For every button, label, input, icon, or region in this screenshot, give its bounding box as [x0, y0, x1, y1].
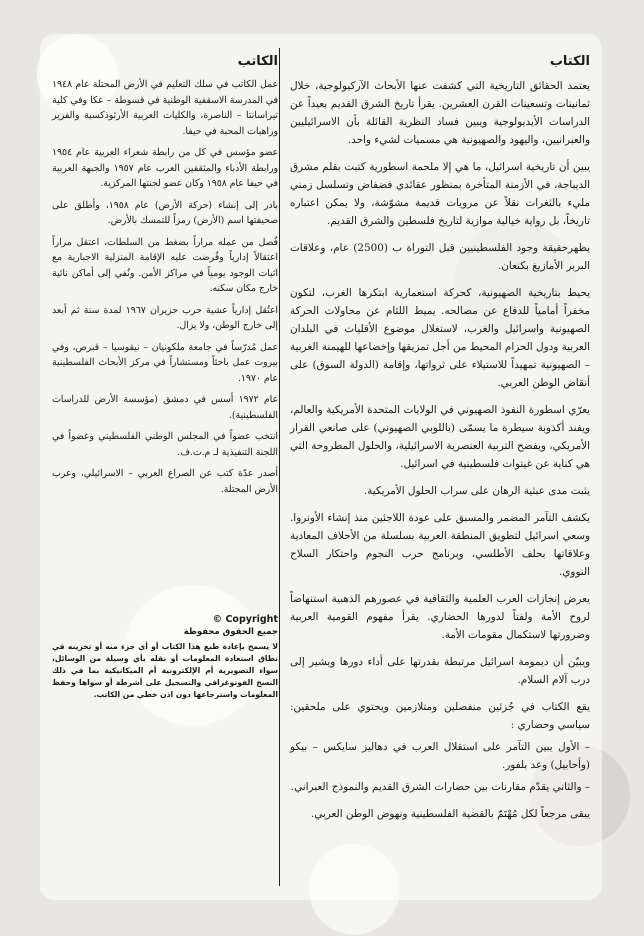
author-paragraph: عام ١٩٧٢ أسس في دمشق (مؤسسة الأرض للدراسات الفلسطينية).: [52, 394, 278, 421]
book-paragraph: يعتمد الحقائق التاريخية التي كشفت عنها الأبحاث الآركيولوجية، خلال ثمانينات وتسعينات القرن العشرين. يقرأ تاريخ الشرق القديم بعيداً عن الدراسات الأيديولوجية ويبين فساد النظرية القائلة بأن الاسرائيليين والعبرانيين، واليهود والصهيونية هي مسميات لشيء واحد.: [290, 80, 590, 146]
author-paragraph: عمل مُدرّساً في جامعة ملكونيان – نيقوسيا – قبرص، وفي بيروت عمل باحثاً ومستشاراً في مركز الأبحاث الفلسطينية عام ١٩٧٠.: [52, 341, 278, 384]
rights-reserved: جميع الحقوق محفوظة: [183, 627, 278, 637]
author-heading: الكاتب: [237, 54, 278, 69]
author-column: [52, 34, 278, 503]
book-paragraph: ويبيّن أن ديمومة اسرائيل مرتبطة بقدرتها على أداء دورها ويشير إلى درب آلام السلام.: [290, 656, 590, 686]
author-paragraph: اعتُقل إدارياً عشية حرب حزيران ١٩٦٧ لمدة سنة ثم أبعد إلى خارج الوطن، ولا يزال.: [52, 304, 279, 331]
book-paragraph: يظهرحقيقة وجود الفلسطينيين قبل التوراة ب (2500) عام، وعلاقات البربر الأمازيغ بكنعان.: [290, 242, 590, 272]
author-paragraph: عضو مؤسس في كل من رابطة شعراء العربية عام ١٩٥٤ ورابطة الأدباء والمثقفين العرب عام ١٩٥٧ والجبهة العربية في حيفا عام ١٩٥٨ وكان عضو لجنتها المركزية.: [52, 147, 278, 189]
book-heading: الكتاب: [549, 54, 590, 69]
book-paragraph: يعرّي اسطورة النفوذ الصهيوني في الولايات المتحدة الأمريكية والعالم، ويفند أكذوبة سيطرة ما يسمّى (باللوبي الصهيوني) على صانعي القرار الأمريكي، ويفضح التربية العنصرية الاسرائيلية، والحلول المطروحة التي هي كناية عن غيتوات فلسطينية في اسرائيل.: [290, 404, 590, 470]
column-divider: [279, 48, 280, 886]
book-paragraph: يقع الكتاب في جُزئين منفصلين ومتلازمين ويحتوي على ملحقين: سياسي وحضاري :: [290, 701, 590, 731]
book-appendix-item: – الأول يبين التآمر على استقلال العرب في دهاليز سايكس – بيكو (وأحابيل) وعد بلفور.: [290, 741, 590, 771]
book-paragraph: يعرض إنجازات العرب العلمية والثقافية في عصورهم الذهبية استنهاضاً لروح الأمة ولفتاً لدورها الحضاري. يقرأ مفهوم القومية العربية وضرورتها لاستكمال مقومات الأمة.: [290, 593, 590, 641]
author-paragraph: بادر إلى إنشاء (حركة الأرض) عام ١٩٥٨، وأطلق على صحيفتها اسم (الأرض) رمزاً للتمسك بالأرض.: [52, 199, 278, 226]
copyright-block: [52, 614, 278, 701]
book-column: [290, 34, 590, 832]
copyright-mark: © Copyright: [212, 614, 278, 625]
book-paragraph: يثبت مدى عبثية الرهان على سراب الحلول الأمريكية.: [363, 485, 590, 497]
book-paragraph: يكشف التآمر المضمر والمسبق على عودة اللاجئين منذ إنشاء الأونروا. وسعي اسرائيل لتطويق المنطقة العربية بسلسلة من الأحلاف المعادية وعلاقاتها بحلف الأطلسي، وبرنامج حرب النجوم واحتكار السلاح النووي.: [290, 512, 590, 578]
author-paragraph: أصدر عدّة كتب عن الصراع العربي – الاسرائيلي، وعرب الأرض المحتلة.: [52, 468, 278, 495]
book-paragraph: يبين أن تاريخية اسرائيل، ما هي إلا ملحمة اسطورية كتبت بقلم مشرق الديباجة، في الأزمنة المتأخرة بمنظور عقائدي فضفاض وتسلسل زمني مليء بالثغرات نقلاً عن مرويات قديمة مشوّشة، ولا يمكن اعتباره تاريخاً، بل رواية خيالية موازية لتاريخ فلسطين والشرق القديم.: [290, 161, 590, 227]
author-paragraph: انتخب عضواً في المجلس الوطني الفلسطيني وعضواً في اللجنة التنفيذية لـ م.ت.ف.: [52, 431, 278, 458]
copyright-notice: لا يسمح بإعادة طبع هذا الكتاب أو أي جزء منه أو تخزينه في نطاق استعادة المعلومات أو نقله بأي وسيلة من الوسائل، سواء التصويرية أم الإلكترونية أم الميكانيكية بما في ذلك النسخ الفوتوغرافي والتسجيل على أشرطة أو سواها وحفظ المعلومات واسترجاعها دون اذن خطي من الكاتب.: [52, 642, 278, 699]
book-paragraph: يبقى مرجعاً لكل مُهْتَمّ بالقضية الفلسطينية ونهوض الوطن العربي.: [310, 808, 590, 820]
author-paragraph: عمل الكاتب في سلك التعليم في الأرض المحتلة عام ١٩٤٨ في المدرسة الاسقفية الوطنية في قسوطة – عكا وفي كلية تيراسانتا – الناصرة، والكليات العربية الأرثوذكسية والفرير وراهبات المحبة في حيفا.: [52, 79, 278, 137]
book-paragraph: يحيط بتاريخية الصهيونية، كحركة استعمارية ابتكرها الغرب، لتكون مخفراً أمامياً للدفاع عن مصالحه. يميط اللثام عن محاولات الحركة الصهيونية واسرائيل والغرب، لاستغلال موضوع الأقليات في البلدان العربية ودول الحزام المحيط من أجل تمزيقها وإخضاعها للهيمنة الغربية – الصهيونية تمهيداً للاستيلاء على ثرواتها، وإقامة (الدولة السوق) على أنقاض الوطن العربي.: [290, 287, 590, 389]
book-appendix-item: – والثاني يقدّم مقارنات بين حضارات الشرق القديم والنموذج العبراني.: [290, 781, 590, 793]
author-paragraph: فُصل من عمله مراراً بضغط من السلطات، اعتقل مراراً اعتقالاً إدارياً وفُرضت عليه الإقامة المنزلية الاجبارية مع اثبات الوجود يومياً في مراكز الأمن. ونُفي إلى أماكن نائية خارج مكان سكنه.: [52, 236, 278, 294]
back-cover-sheet: [40, 34, 602, 900]
